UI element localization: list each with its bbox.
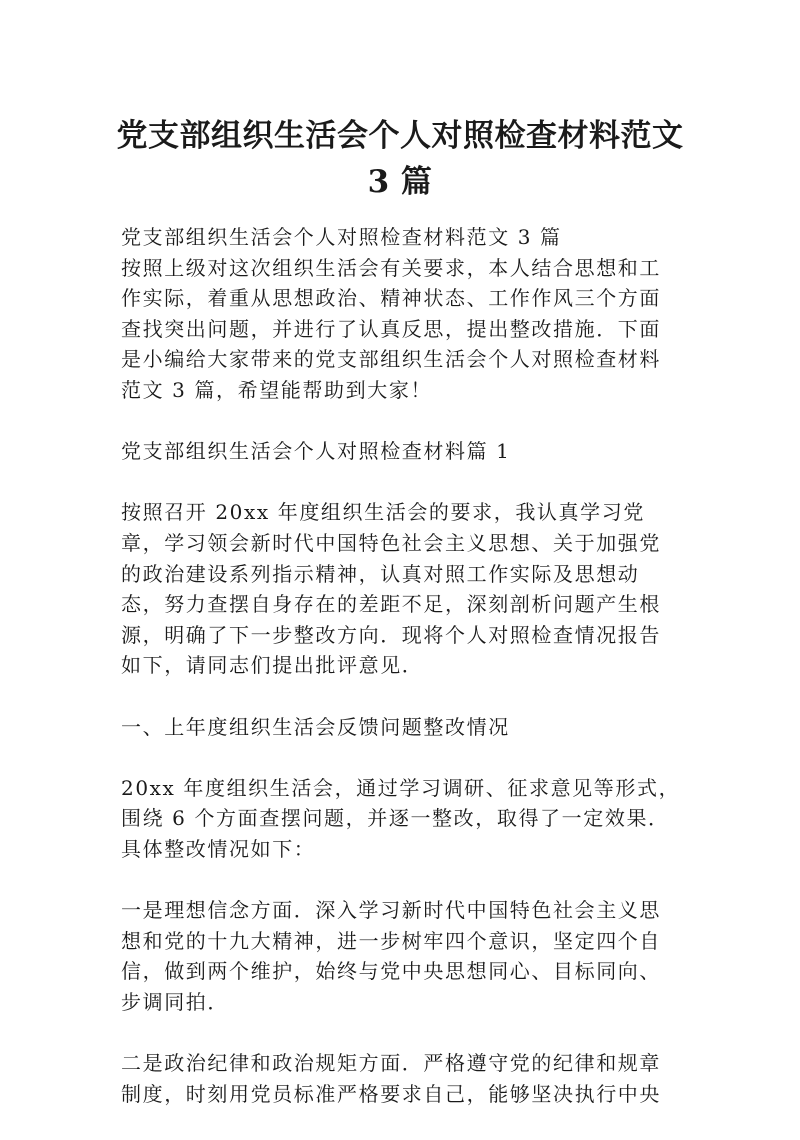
body-paragraph: 按照召开 20xx 年度组织生活会的要求，我认真学习党章，学习领会新时代中国特色社会主义思想、关于加强党的政治建设系列指示精神，认真对照工作实际及思想动态，努力查摆自身存在的差距不足，深刻剖析问题产生根源，明确了下一步整改方向．现将个人对照检查情况报告如下，请同志们提出批评意见． xyxy=(121,500,661,678)
document-body xyxy=(121,222,681,1140)
document-title-line2: 3 篇 xyxy=(367,164,433,200)
document-title xyxy=(100,113,700,205)
subtitle-paragraph: 党支部组织生活会个人对照检查材料范文 3 篇 xyxy=(121,225,562,249)
section-heading-1: 一、上年度组织生活会反馈问题整改情况 xyxy=(121,714,510,739)
body-paragraph: 一是理想信念方面．深入学习新时代中国特色社会主义思想和党的十九大精神，进一步树牢四个意识，坚定四个自信，做到两个维护，始终与党中央思想同心、目标同向、步调同拍． xyxy=(121,898,661,1014)
intro-paragraph: 按照上级对这次组织生活会有关要求，本人结合思想和工作实际，着重从思想政治、精神状态、工作作风三个方面查找突出问题，并进行了认真反思，提出整改措施．下面是小编给大家带来的党支部组织生活会个人对照检查材料范文 3 篇，希望能帮助到大家！ xyxy=(121,255,661,402)
body-paragraph: 二是政治纪律和政治规矩方面．严格遵守党的纪律和规章制度，时刻用党员标准严格要求自己，能够坚决执行中央 xyxy=(121,1051,661,1106)
section-heading-part1: 党支部组织生活会个人对照检查材料篇 1 xyxy=(121,439,511,464)
body-paragraph: 20xx 年度组织生活会，通过学习调研、征求意见等形式，围绕 6 个方面查摆问题，并逐一整改，取得了一定效果．具体整改情况如下： xyxy=(121,775,681,861)
document-title-line1: 党支部组织生活会个人对照检查材料范文 xyxy=(116,118,684,154)
